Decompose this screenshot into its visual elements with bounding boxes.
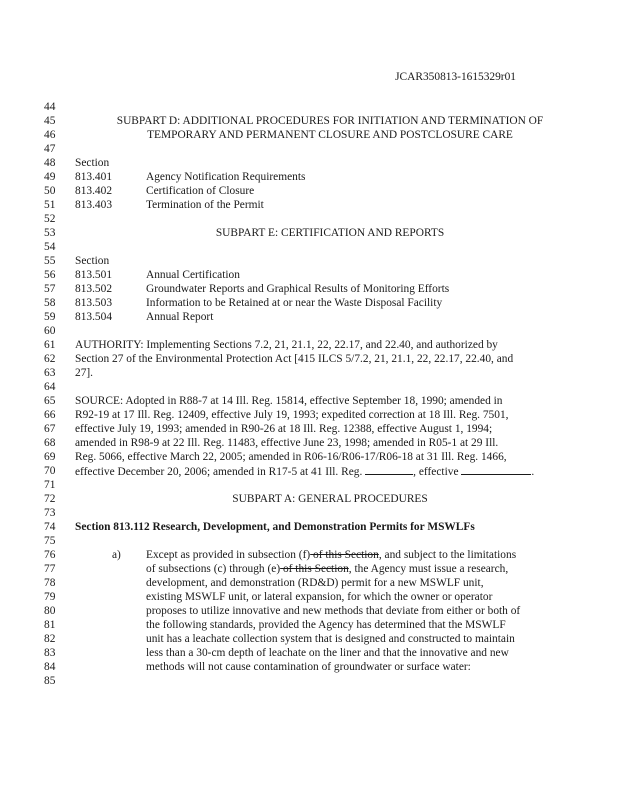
section-number: 813.402: [75, 185, 113, 197]
subpart-d-heading-line-1: SUBPART D: ADDITIONAL PROCEDURES FOR INITIATION AND TERMINATION OF: [116, 115, 544, 127]
source-line-last: [75, 465, 534, 478]
subpart-a-heading: SUBPART A: GENERAL PROCEDURES: [232, 493, 428, 505]
line-number: 72: [44, 493, 56, 505]
line-number: 65: [44, 395, 56, 407]
subsection-marker: a): [112, 549, 121, 561]
line-number: 73: [44, 507, 56, 519]
paragraph-line: development, and demonstration (RD&D) permit for a new MSWLF unit,: [146, 577, 484, 589]
line-number: 64: [44, 381, 56, 393]
authority-line: AUTHORITY: Implementing Sections 7.2, 21, 21.1, 22, 22.17, and 22.40, and authorized by: [75, 339, 498, 351]
line-number: 77: [44, 563, 56, 575]
section-label: Section: [75, 157, 110, 169]
section-title: Termination of the Permit: [146, 199, 264, 211]
section-number: 813.503: [75, 297, 113, 309]
section-number: 813.501: [75, 269, 113, 281]
paragraph-line: [146, 549, 516, 561]
source-line: Reg. 5066, effective March 22, 2005; amended in R06-16/R06-17/R06-18 at 31 Ill. Reg. 1466,: [75, 451, 507, 463]
line-number: 50: [44, 185, 56, 197]
line-number: 47: [44, 143, 56, 155]
line-number: 58: [44, 297, 56, 309]
authority-line: Section 27 of the Environmental Protection Act [415 ILCS 5/7.2, 21, 21.1, 22, 22.17, 22.40, and: [75, 353, 514, 365]
line-number: 83: [44, 647, 56, 659]
source-text: .: [531, 466, 535, 478]
line-number: 82: [44, 633, 56, 645]
line-number: 84: [44, 661, 56, 673]
section-number: 813.401: [75, 171, 113, 183]
subpart-e-heading: SUBPART E: CERTIFICATION AND REPORTS: [215, 227, 445, 239]
line-number: 75: [44, 535, 56, 547]
line-number: 59: [44, 311, 56, 323]
line-number: 76: [44, 549, 56, 561]
paragraph-text: Except as provided in subsection (f): [146, 549, 311, 561]
paragraph-line: the following standards, provided the Agency has determined that the MSWLF: [146, 619, 506, 631]
paragraph-line: methods will not cause contamination of groundwater or surface water:: [146, 661, 471, 673]
paragraph-line: unit has a leachate collection system that is designed and constructed to maintain: [146, 633, 515, 645]
line-number: 46: [44, 129, 56, 141]
line-number: 53: [44, 227, 56, 239]
section-title: Groundwater Reports and Graphical Results of Monitoring Efforts: [146, 283, 450, 295]
line-number: 81: [44, 619, 56, 631]
line-number: 52: [44, 213, 56, 225]
line-number: 74: [44, 521, 56, 533]
struck-text: of this Section: [280, 563, 349, 575]
source-line: amended in R98-9 at 22 Ill. Reg. 11483, effective June 23, 1998; amended in R05-1 at 29 Ill.: [75, 437, 499, 449]
struck-text: of this Section: [310, 549, 379, 561]
section-label: Section: [75, 255, 110, 267]
line-number: 68: [44, 437, 56, 449]
line-number: 63: [44, 367, 56, 379]
paragraph-line: less than a 30-cm depth of leachate on the liner and that the innovative and new: [146, 647, 509, 659]
line-number: 79: [44, 591, 56, 603]
line-number: 62: [44, 353, 56, 365]
line-number: 69: [44, 451, 56, 463]
line-number: 48: [44, 157, 56, 169]
effective-date-blank: [461, 465, 531, 475]
volume-blank: [365, 465, 413, 475]
paragraph-text: of subsections (c) through (e): [146, 563, 281, 575]
paragraph-line: [146, 563, 508, 575]
source-line: R92-19 at 17 Ill. Reg. 12409, effective July 19, 1993; expedited correction at 18 Ill. Reg. 7501,: [75, 409, 509, 421]
line-number: 85: [44, 675, 56, 687]
paragraph-text: , and subject to the limitations: [378, 549, 517, 561]
line-number: 51: [44, 199, 56, 211]
section-title: Information to be Retained at or near the Waste Disposal Facility: [146, 297, 443, 309]
line-number: 44: [44, 101, 56, 113]
line-number: 45: [44, 115, 56, 127]
section-number: 813.504: [75, 311, 113, 323]
line-number: 78: [44, 577, 56, 589]
line-number: 54: [44, 241, 56, 253]
line-number: 80: [44, 605, 56, 617]
line-number: 70: [44, 465, 56, 477]
section-title: Agency Notification Requirements: [146, 171, 306, 183]
authority-line: 27].: [75, 367, 94, 379]
source-text: , effective: [413, 466, 462, 478]
document-id: JCAR350813-1615329r01: [395, 71, 516, 83]
line-number: 66: [44, 409, 56, 421]
line-number: 71: [44, 479, 56, 491]
line-number: 61: [44, 339, 56, 351]
section-heading: Section 813.112 Research, Development, and Demonstration Permits for MSWLFs: [75, 521, 475, 533]
paragraph-line: existing MSWLF unit, or lateral expansion, for which the owner or operator: [146, 591, 493, 603]
source-line: SOURCE: Adopted in R88-7 at 14 Ill. Reg. 15814, effective September 18, 1990; amended in: [75, 395, 503, 407]
subpart-d-heading-line-2: TEMPORARY AND PERMANENT CLOSURE AND POSTCLOSURE CARE: [147, 129, 513, 141]
source-line: effective July 19, 1993; amended in R90-26 at 18 Ill. Reg. 12388, effective August 1, 1994;: [75, 423, 493, 435]
section-number: 813.502: [75, 283, 113, 295]
line-number: 67: [44, 423, 56, 435]
line-number: 60: [44, 325, 56, 337]
line-number: 56: [44, 269, 56, 281]
paragraph-text: , the Agency must issue a research,: [348, 563, 509, 575]
section-title: Annual Report: [146, 311, 214, 323]
source-text: effective December 20, 2006; amended in R17-5 at 41 Ill. Reg.: [75, 466, 366, 478]
paragraph-line: proposes to utilize innovative and new methods that deviate from either or both of: [146, 605, 521, 617]
section-number: 813.403: [75, 199, 113, 211]
line-number: 49: [44, 171, 56, 183]
section-title: Certification of Closure: [146, 185, 255, 197]
line-number: 57: [44, 283, 56, 295]
section-title: Annual Certification: [146, 269, 240, 281]
line-number: 55: [44, 255, 56, 267]
